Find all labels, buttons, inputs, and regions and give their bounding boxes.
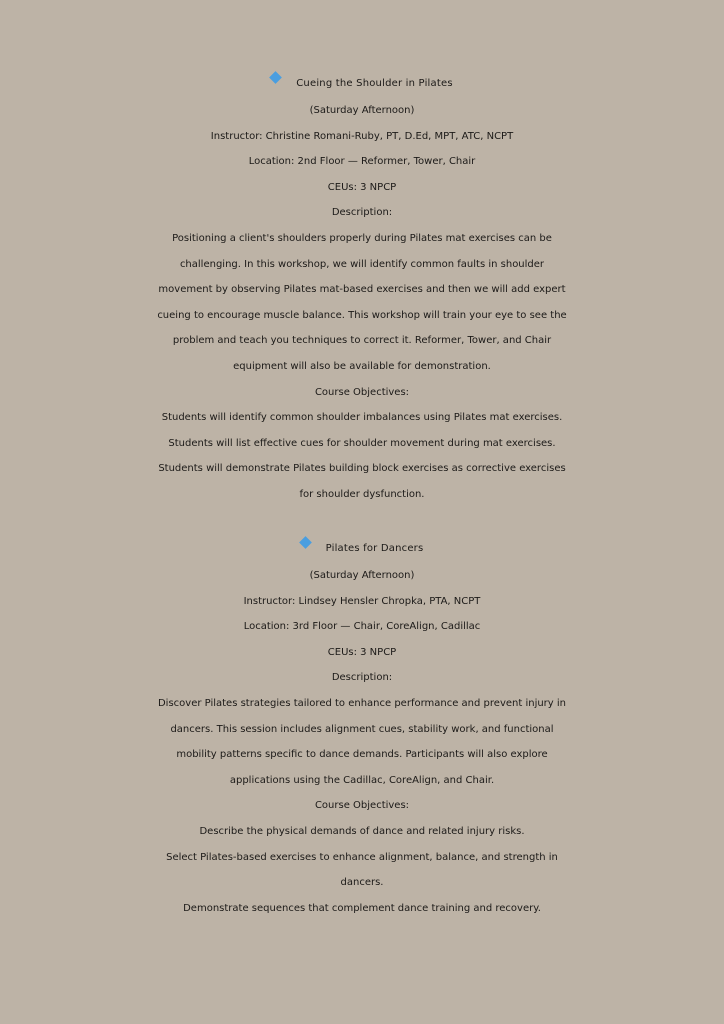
course-time: (Saturday Afternoon) — [309, 570, 415, 581]
description-line: movement by observing Pilates mat-based exercises and then we will add expert — [158, 284, 566, 296]
description-line: challenging. In this workshop, we will identify common faults in shoulder — [179, 258, 545, 270]
objectives-heading: Course Objectives: — [314, 800, 410, 812]
description-heading: Description: — [331, 672, 393, 684]
objective-line: Describe the physical demands of dance and related injury risks. — [199, 825, 525, 837]
course-cueing-shoulder — [0, 70, 724, 508]
course-instructor: Instructor: Lindsey Hensler Chropka, PTA, NCPT — [243, 595, 481, 607]
course-instructor: Instructor: Christine Romani-Ruby, PT, D.Ed, MPT, ATC, NCPT — [210, 130, 514, 142]
description-heading: Description: — [331, 207, 393, 219]
course-location: Location: 2nd Floor — Reformer, Tower, Chair — [248, 156, 476, 168]
course-title: Cueing the Shoulder in Pilates — [296, 78, 453, 89]
description-line: problem and teach you techniques to correct it. Reformer, Tower, and Chair — [172, 335, 552, 347]
description-line: applications using the Cadillac, CoreAlign, and Chair. — [229, 774, 495, 786]
diamond-bullet-icon — [299, 536, 312, 549]
description-line: equipment will also be available for demonstration. — [233, 360, 491, 372]
description-line: mobility patterns specific to dance demands. Participants will also explore — [176, 749, 548, 761]
objective-line: Select Pilates-based exercises to enhance alignment, balance, and strength in — [166, 851, 558, 863]
course-location: Location: 3rd Floor — Chair, CoreAlign, Cadillac — [243, 621, 481, 633]
objective-line: Students will demonstrate Pilates building block exercises as corrective exercises — [158, 463, 566, 475]
description-line: dancers. This session includes alignment cues, stability work, and functional — [170, 723, 554, 735]
description-line: cueing to encourage muscle balance. This workshop will train your eye to see the — [157, 309, 567, 321]
objective-line: for shoulder dysfunction. — [299, 488, 425, 500]
course-ceus: CEUs: 3 NPCP — [327, 646, 397, 658]
course-ceus: CEUs: 3 NPCP — [327, 181, 397, 193]
objective-line: dancers. — [340, 877, 384, 889]
course-time: (Saturday Afternoon) — [309, 105, 415, 116]
description-line: Positioning a client's shoulders properly during Pilates mat exercises can be — [172, 232, 552, 244]
course-title: Pilates for Dancers — [325, 543, 424, 554]
course-pilates-dancers — [0, 535, 724, 921]
objective-line: Students will list effective cues for shoulder movement during mat exercises. — [168, 437, 556, 449]
course-title-row — [0, 70, 724, 98]
objectives-heading: Course Objectives: — [314, 386, 410, 398]
objective-line: Demonstrate sequences that complement dance training and recovery. — [183, 902, 541, 914]
course-title-row — [0, 535, 724, 563]
diamond-bullet-icon — [269, 71, 282, 84]
objective-line: Students will identify common shoulder imbalances using Pilates mat exercises. — [161, 412, 563, 424]
description-line: Discover Pilates strategies tailored to enhance performance and prevent injury in — [157, 697, 567, 709]
